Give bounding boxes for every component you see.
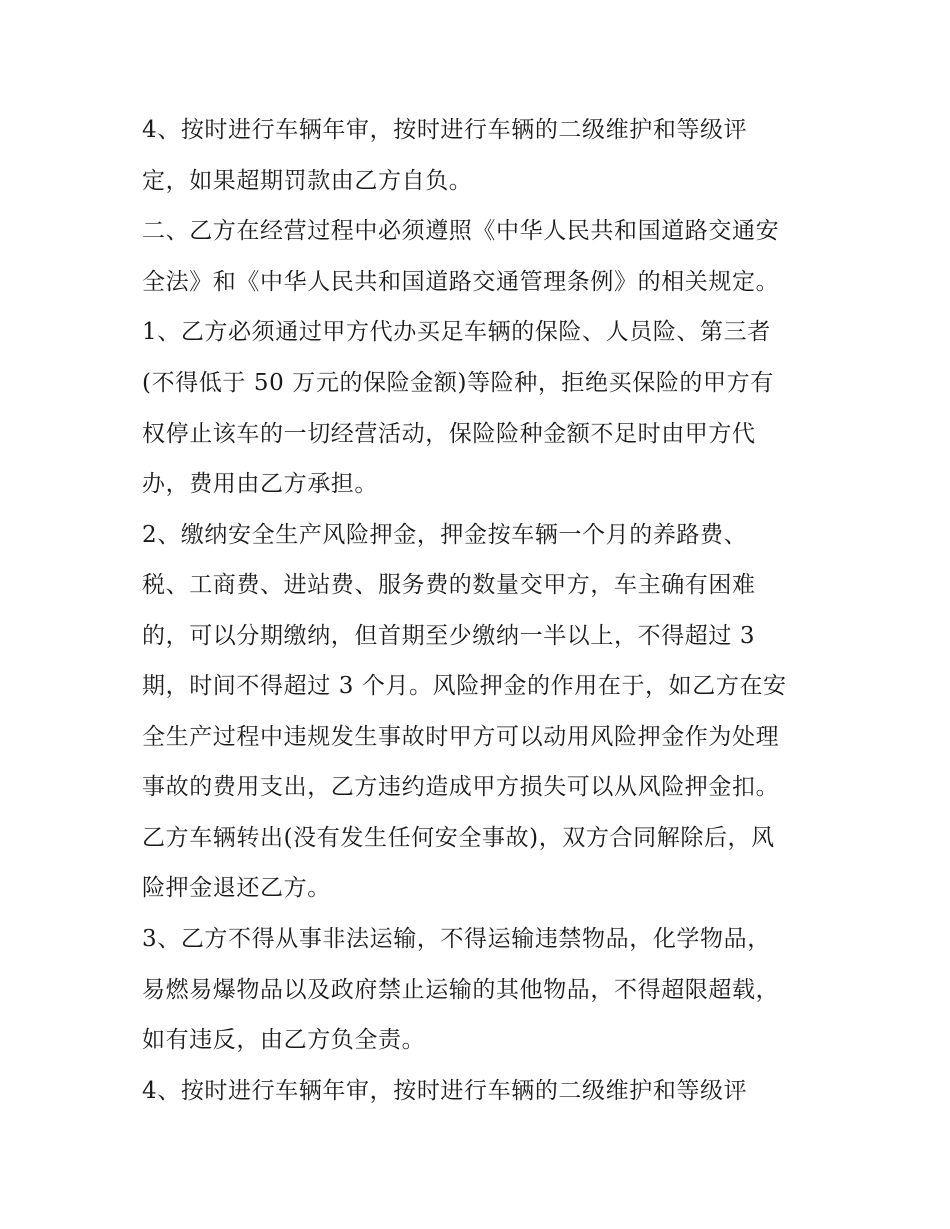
text-line: 易燃易爆物品以及政府禁止运输的其他物品，不得超限超载， xyxy=(142,977,780,1003)
text-line: 3、乙方不得从事非法运输，不得运输违禁物品，化学物品， xyxy=(142,926,771,952)
text-line: 期，时间不得超过 3 个月。风险押金的作用在于，如乙方在安 xyxy=(142,673,787,699)
text-line: 4、按时进行车辆年审，按时进行车辆的二级维护和等级评 xyxy=(142,1078,748,1104)
text-line: 定，如果超期罚款由乙方自负。 xyxy=(142,168,473,194)
text-line: 事故的费用支出，乙方违约造成甲方损失可以从风险押金扣。 xyxy=(142,774,780,800)
text-line: 税、工商费、进站费、服务费的数量交甲方，车主确有困难 xyxy=(142,572,756,598)
text-line: 权停止该车的一切经营活动，保险险种金额不足时由甲方代 xyxy=(142,421,756,447)
text-line: 险押金退还乙方。 xyxy=(142,875,331,901)
text-line: 4、按时进行车辆年审，按时进行车辆的二级维护和等级评 xyxy=(142,117,748,143)
text-line: 如有违反，由乙方负全责。 xyxy=(142,1027,426,1053)
text-line: 1、乙方必须通过甲方代办买足车辆的保险、人员险、第三者 xyxy=(142,319,771,345)
text-line: (不得低于 50 万元的保险金额)等险种，拒绝买保险的甲方有 xyxy=(142,370,774,396)
text-line: 办，费用由乙方承担。 xyxy=(142,471,378,497)
text-line: 二、乙方在经营过程中必须遵照《中华人民共和国道路交通安 xyxy=(142,218,780,244)
text-line: 全生产过程中违规发生事故时甲方可以动用风险押金作为处理 xyxy=(142,724,780,750)
text-line: 乙方车辆转出(没有发生任何安全事故)，双方合同解除后，风 xyxy=(142,825,775,851)
text-line: 的，可以分期缴纳，但首期至少缴纳一半以上，不得超过 3 xyxy=(142,623,756,649)
text-line: 2、缴纳安全生产风险押金，押金按车辆一个月的养路费、 xyxy=(142,522,748,548)
text-line: 全法》和《中华人民共和国道路交通管理条例》的相关规定。 xyxy=(142,269,780,295)
